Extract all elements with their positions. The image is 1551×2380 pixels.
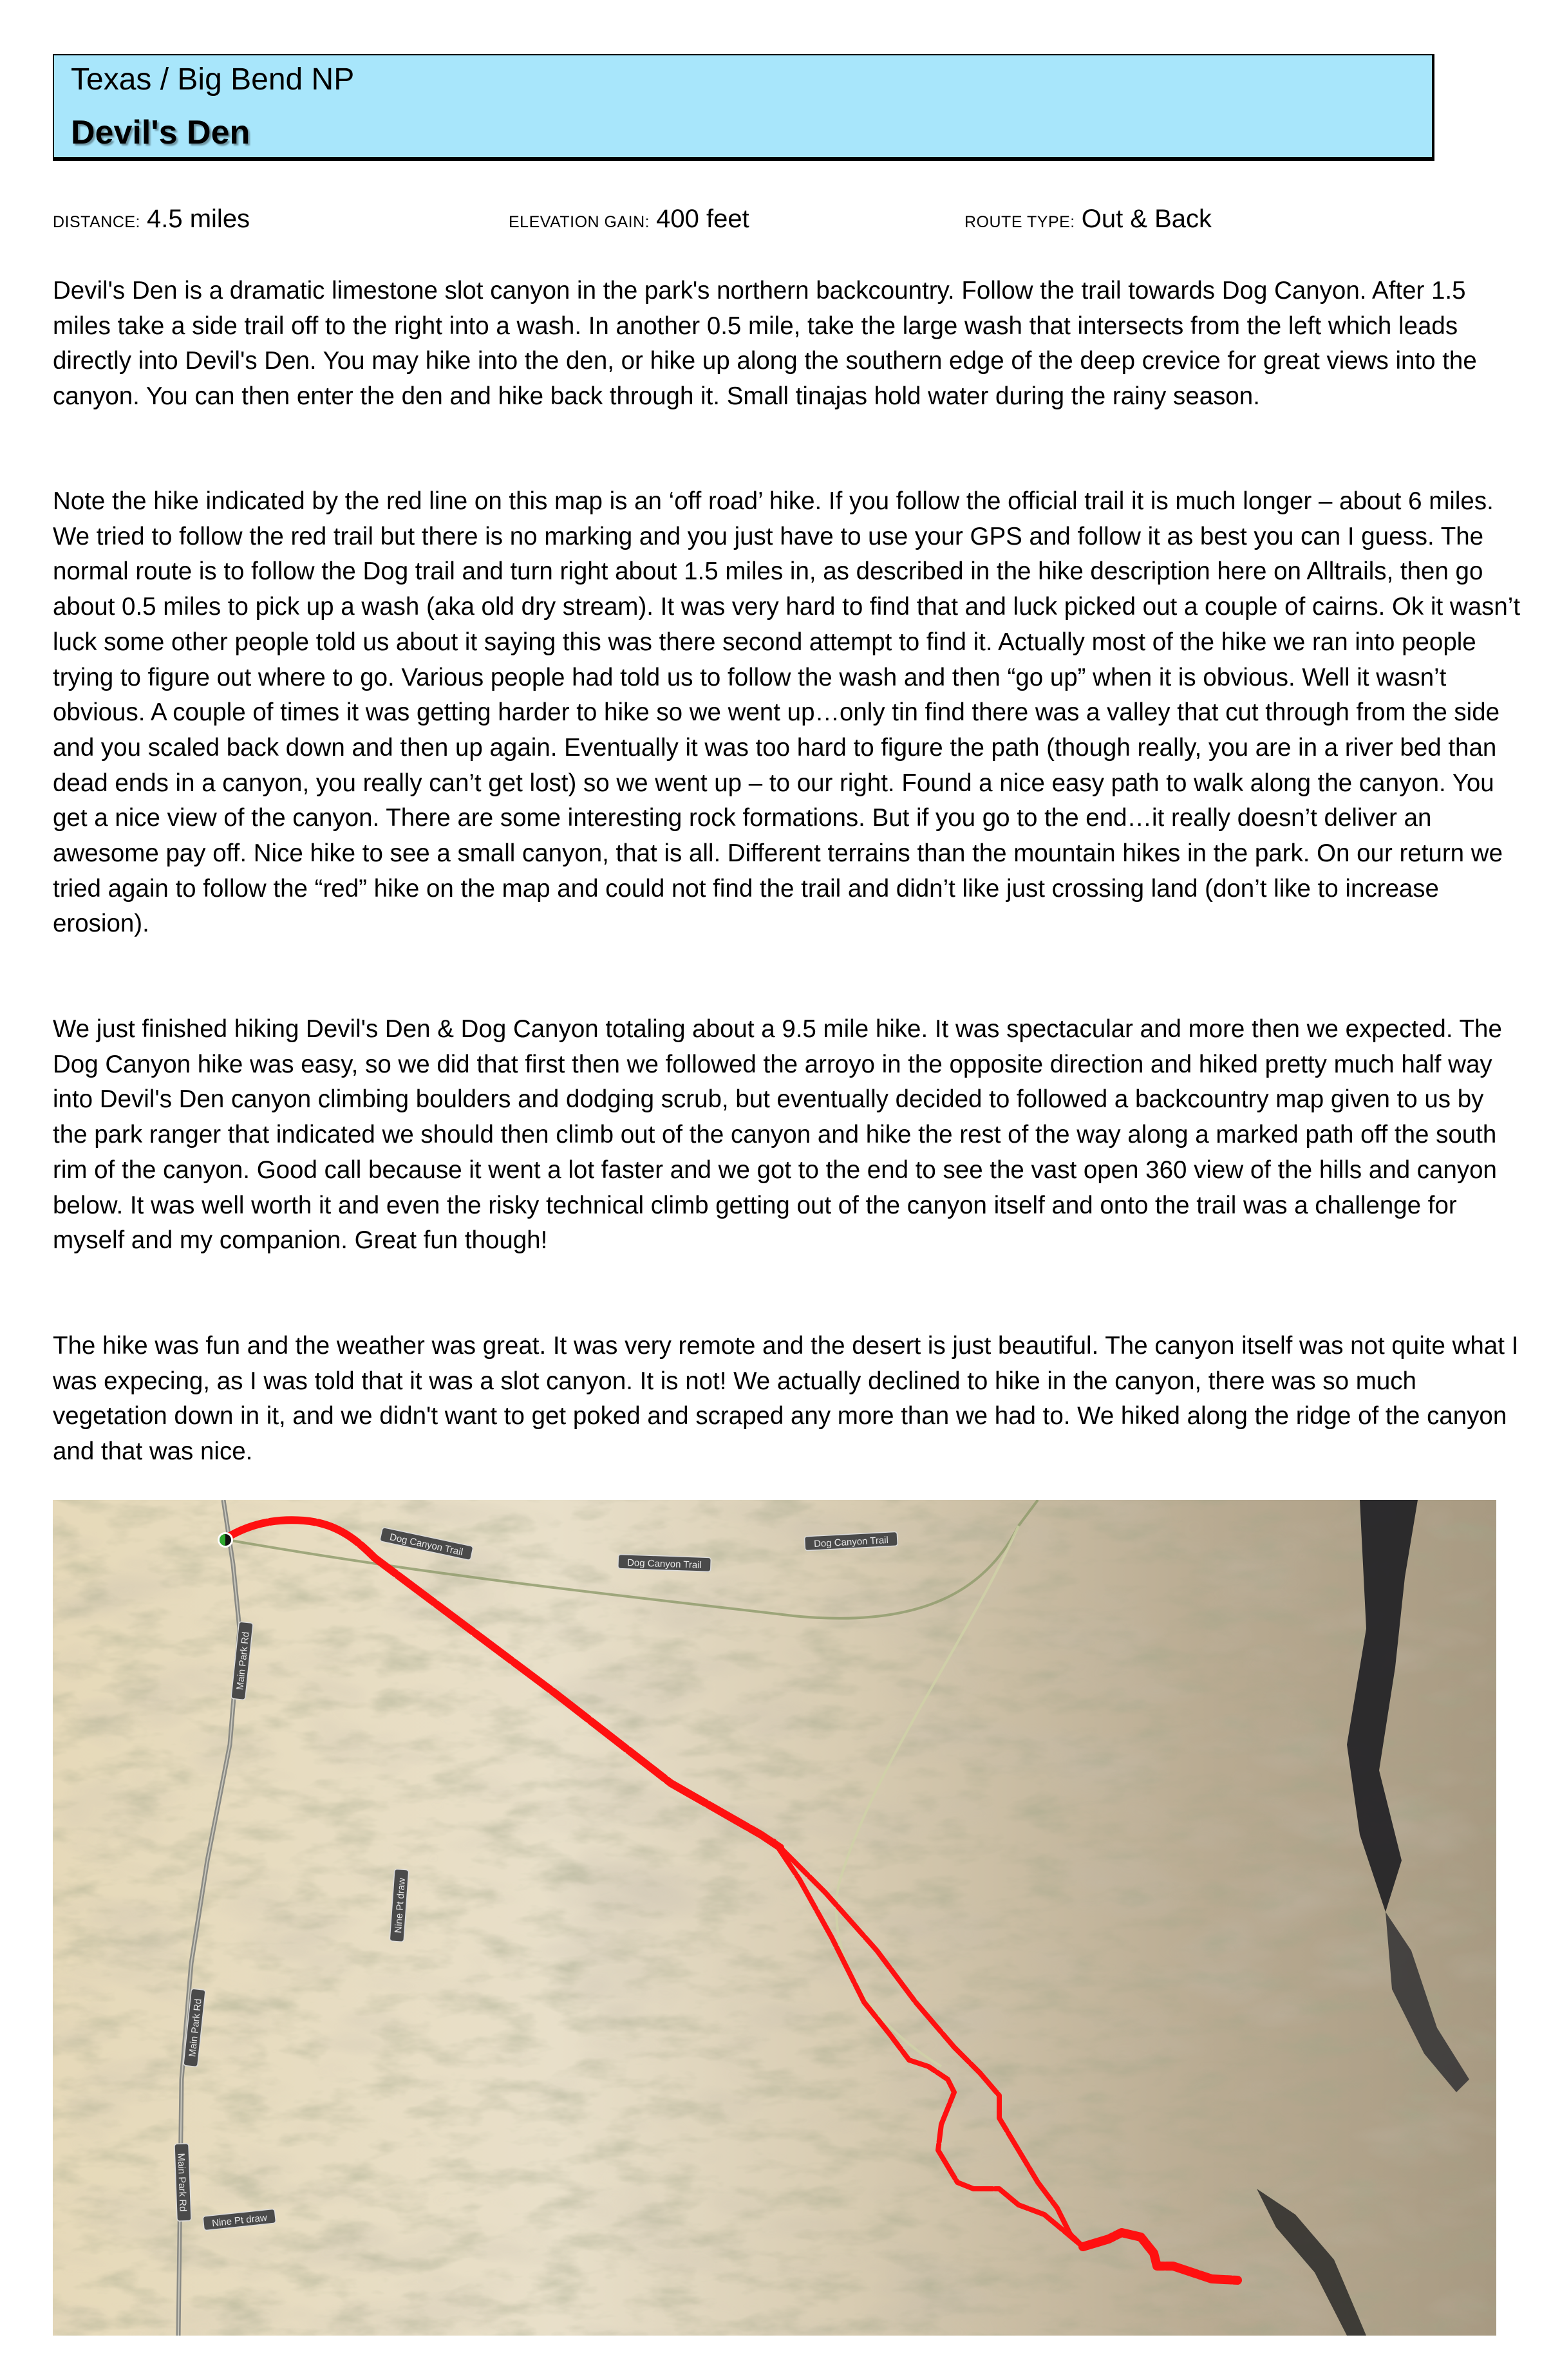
paragraph-text: The hike was fun and the weather was great. It was very remote and the desert is just beautiful. The canyon itself was not quite what I was expecing, as I was told that it was a slot canyon. It is not! We actually declined to hike in the canyon, there was so much vegetation down in it, and we didn't want to get poked and scraped any more than we had to. We hiked along the ridge of the canyon and that was nice. bbox=[53, 1332, 1519, 1466]
header-box bbox=[53, 54, 1434, 161]
description-paragraph bbox=[53, 274, 1521, 415]
review-paragraph bbox=[53, 1329, 1521, 1470]
stat-elevation-gain bbox=[509, 205, 749, 234]
trail-stats bbox=[53, 205, 1469, 243]
stat-value: Out & Back bbox=[1081, 205, 1212, 233]
map-canvas bbox=[53, 1500, 1496, 2336]
stat-label: ROUTE TYPE: bbox=[964, 213, 1075, 231]
road-label bbox=[174, 2144, 191, 2222]
review-paragraph bbox=[53, 484, 1521, 942]
stat-value: 4.5 miles bbox=[147, 205, 250, 233]
review-paragraph bbox=[53, 1012, 1521, 1259]
svg-text:Nine Pt draw: Nine Pt draw bbox=[393, 1877, 408, 1934]
svg-text:Main Park Rd: Main Park Rd bbox=[187, 1998, 204, 2058]
stat-value: 400 feet bbox=[656, 205, 749, 233]
paragraph-text: We just finished hiking Devil's Den & Dog Canyon totaling about a 9.5 mile hike. It was spectacular and more then we expected. The Dog Canyon hike was easy, so we did that first then we followed the arroyo in the opposite direction and hiked pretty much half way into Devil's Den canyon climbing boulders and dodging scrub, but eventually decided to followed a backcountry map given to us by the park ranger that indicated we should then climb out of the canyon and hike the rest of the way along a marked path off the south rim of the canyon. Good call because it went a lot faster and we got to the end to see the vast open 360 view of the hills and canyon below. It was well worth it and even the risky technical climb getting out of the canyon itself and onto the trail was a challenge for myself and my companion. Great fun though! bbox=[53, 1015, 1502, 1255]
stat-distance bbox=[53, 205, 250, 234]
paragraph-text: Devil's Den is a dramatic limestone slot canyon in the park's northern backcountry. Follow the trail towards Dog Canyon. After 1.5 miles take a side trail off to the right into a wash. In another 0.5 mile, take the large wash that intersects from the left which leads directly into Devil's Den. You may hike into the den, or hike up along the southern edge of the deep crevice for great views into the canyon. You can then enter the den and hike back through it. Small tinajas hold water during the rainy season. bbox=[53, 277, 1477, 411]
start-marker-icon bbox=[218, 1532, 233, 1548]
stat-route-type bbox=[964, 205, 1212, 234]
region-breadcrumb: Texas / Big Bend NP bbox=[71, 62, 355, 97]
trail-label bbox=[618, 1554, 711, 1571]
svg-text:Dog Canyon Trail: Dog Canyon Trail bbox=[626, 1557, 702, 1571]
stat-label: DISTANCE: bbox=[53, 213, 140, 231]
svg-text:Main Park Rd: Main Park Rd bbox=[175, 2153, 189, 2212]
svg-text:Nine Pt draw: Nine Pt draw bbox=[211, 2212, 268, 2229]
satellite-trail-map bbox=[53, 1500, 1496, 2336]
svg-text:Dog Canyon Trail: Dog Canyon Trail bbox=[813, 1534, 889, 1550]
svg-text:Main Park Rd: Main Park Rd bbox=[234, 1631, 252, 1691]
stat-label: ELEVATION GAIN: bbox=[509, 213, 650, 231]
svg-text:Dog Canyon Trail: Dog Canyon Trail bbox=[388, 1532, 464, 1558]
page-title: Devil's Den bbox=[71, 114, 250, 151]
paragraph-text: Note the hike indicated by the red line on this map is an ‘off road’ hike. If you follow the official trail it is much longer – about 6 miles. We tried to follow the red trail but there is no marking and you just have to use your GPS and follow it as best you can I guess. The normal route is to follow the Dog trail and turn right about 1.5 miles in, as described in the hike description here on Alltrails, then go about 0.5 miles to pick up a wash (aka old dry stream). It was very hard to find that and luck picked out a couple of cairns. Ok it wasn’t luck some other people told us about it saying this was there second attempt to find it. Actually most of the hike we ran into people trying to figure out where to go. Various people had told us to follow the wash and then “go up” when it is obvious. Well it wasn’t obvious. A couple of times it was getting harder to hike so we went up…only tin find there was a valley that cut through from the side and you scaled back down and then up again. Eventually it was too hard to figure the path (though really, you are in a river bed than dead ends in a canyon, you really can’t get lost) so we went up – to our right. Found a nice easy path to walk along the canyon. You get a nice view of the canyon. There are some interesting rock formations. But if you go to the end…it really doesn’t deliver an awesome pay off. Nice hike to see a small canyon, that is all. Different terrains than the mountain hikes in the park. On our return we tried again to follow the “red” hike on the map and could not find the trail and didn’t like just crossing land (don’t like to increase erosion). bbox=[53, 487, 1521, 938]
